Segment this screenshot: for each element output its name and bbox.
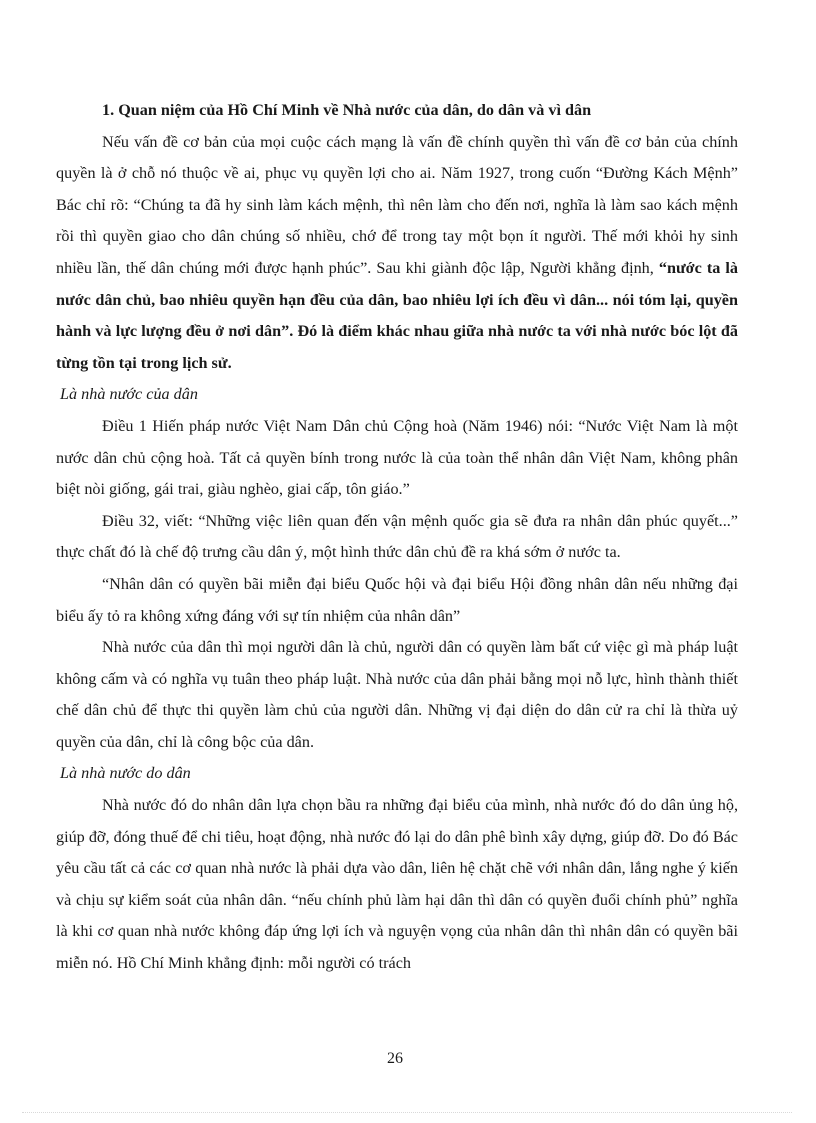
subsection-label-do-dan: Là nhà nước do dân — [60, 764, 191, 783]
document-body — [56, 95, 738, 980]
page-bottom-divider — [22, 1112, 792, 1113]
intro-text: Nếu vấn đề cơ bản của mọi cuộc cách mạng là vấn đề chính quyền thì vấn đề cơ bản của chính quyền là ở chỗ nó thuộc về ai, phục vụ quyền lợi cho ai. Năm 1927, trong cuốn “Đường Kách Mệnh” Bác chỉ rõ: “Chúng ta đã hy sinh làm kách mệnh, thì nên làm cho đến nơi, nghĩa là làm sao kách mệnh rồi thì quyền giao cho dân chúng số nhiều, chớ để trong tay một bọn ít người. Thế mới khỏi hy sinh nhiều lần, thế dân chúng mới được hạnh phúc”. Sau khi giành độc lập, Người khẳng định, — [56, 132, 738, 277]
intro-paragraph — [56, 127, 738, 380]
intro-bold-quote: “nước ta là nước dân chủ, bao nhiêu quyền hạn đều của dân, bao nhiêu lợi ích đều vì dân... nói tóm lại, quyền hành và lực lượng đều ở nơi dân”. Đó là điểm khác nhau giữa nhà nước ta với nhà nước bóc lột đã từng tồn tại trong lịch sử. — [56, 258, 738, 372]
paragraph-dieu-32: Điều 32, viết: “Những việc liên quan đến vận mệnh quốc gia sẽ đưa ra nhân dân phúc quyết...” thực chất đó là chế độ trưng cầu dân ý, một hình thức dân chủ đề ra khá sớm ở nước ta. — [56, 511, 738, 562]
paragraph-nha-nuoc-do-dan: Nhà nước đó do nhân dân lựa chọn bầu ra những đại biểu của mình, nhà nước đó do dân ủng hộ, giúp đỡ, đóng thuế để chi tiêu, hoạt động, nhà nước đó lại do dân phê bình xây dựng, giúp đỡ. Do đó Bác yêu cầu tất cả các cơ quan nhà nước là phải dựa vào dân, liên hệ chặt chẽ với nhân dân, lắng nghe ý kiến và chịu sự kiểm soát của nhân dân. “nếu chính phủ làm hại dân thì dân có quyền đuổi chính phủ” nghĩa là khi cơ quan nhà nước không đáp ứng lợi ích và nguyện vọng của nhân dân thì nhân dân có quyền bãi miễn nó. Hồ Chí Minh khẳng định: mỗi người có trách — [56, 796, 738, 973]
subsection-label-cua-dan: Là nhà nước của dân — [60, 385, 198, 404]
paragraph-dieu-1: Điều 1 Hiến pháp nước Việt Nam Dân chủ Cộng hoà (Năm 1946) nói: “Nước Việt Nam là một nước dân chủ cộng hoà. Tất cả quyền bính trong nước là của toàn thể nhân dân Việt Nam, không phân biệt nòi giống, gái trai, giàu nghèo, giai cấp, tôn giáo.” — [56, 416, 738, 499]
section-heading: 1. Quan niệm của Hồ Chí Minh về Nhà nước của dân, do dân và vì dân — [102, 101, 592, 119]
paragraph-bai-mien-quote: “Nhân dân có quyền bãi miễn đại biểu Quốc hội và đại biểu Hội đồng nhân dân nếu những đại biểu ấy tỏ ra không xứng đáng với sự tín nhiệm của nhân dân” — [56, 574, 738, 625]
page-number: 26 — [387, 1050, 403, 1067]
paragraph-nha-nuoc-cua-dan: Nhà nước của dân thì mọi người dân là chủ, người dân có quyền làm bất cứ việc gì mà pháp luật không cấm và có nghĩa vụ tuân theo pháp luật. Nhà nước của dân phải bằng mọi nỗ lực, hình thành thiết chế dân chủ để thực thi quyền làm chủ của người dân. Những vị đại diện do dân cử ra chỉ là thừa uỷ quyền của dân, chỉ là công bộc của dân. — [56, 638, 738, 751]
